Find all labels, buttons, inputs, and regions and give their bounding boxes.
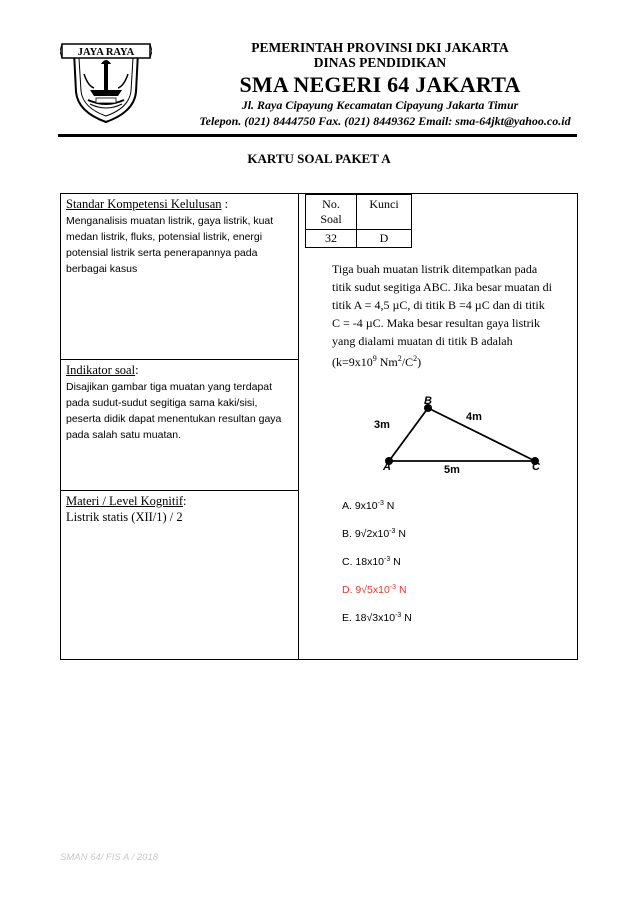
option-c: C. $18x10^{-3}$ N bbox=[342, 556, 401, 568]
header-department: DINAS PENDIDIKAN bbox=[313, 55, 447, 70]
label-c: C bbox=[532, 461, 540, 473]
question-number-key-table bbox=[305, 194, 412, 248]
header-no-soal: No. Soal bbox=[306, 195, 357, 230]
question-text: Tiga buah muatan listrik ditempatkan pada titik sudut segitiga ABC. Jika besar muatan di titik A = 4,5 µC, di titik B =4 µC dan di titik C = -4 µC. Maka besar resultan gaya listrik yang dialami muatan di titik B adalah ($k=9x10^9$ $Nm^2/C^2$) bbox=[332, 260, 572, 371]
jakarta-emblem-logo bbox=[60, 42, 152, 124]
standar-text: Menganalisis muatan listrik, gaya listrik, kuat medan listrik, fluks, potensial listrik, energi potensial listrik serta penerapannya pada berbagai kasus bbox=[66, 215, 274, 275]
standar-heading: Standar Kompetensi Kelulusan : bbox=[66, 197, 229, 211]
side-bc-label: 4m bbox=[466, 411, 482, 423]
header-divider bbox=[58, 134, 577, 137]
row-divider-2 bbox=[60, 490, 299, 491]
materi-value: Listrik statis (XII/1) / 2 bbox=[66, 510, 183, 524]
materi-heading: Materi / Level Kognitif: bbox=[66, 494, 187, 508]
option-a: A. $9x10^{-3}$ N bbox=[342, 500, 395, 512]
header-school-name: SMA NEGERI 64 JAKARTA bbox=[239, 72, 521, 97]
side-ac-label: 5m bbox=[444, 464, 460, 476]
logo-text: JAYA RAYA bbox=[77, 47, 135, 58]
header-government: PEMERINTAH PROVINSI DKI JAKARTA bbox=[251, 40, 509, 55]
header-kunci: Kunci bbox=[357, 195, 412, 230]
header-address: Jl. Raya Cipayung Kecamatan Cipayung Jakarta Timur bbox=[241, 98, 519, 112]
triangle-charge-figure bbox=[360, 390, 560, 478]
side-ab bbox=[389, 408, 428, 461]
indikator-heading: Indikator soal: bbox=[66, 363, 139, 377]
option-e: E. $18√3x10^{-3}$ N bbox=[342, 612, 412, 624]
side-ab-label: 3m bbox=[374, 419, 390, 431]
label-b: B bbox=[424, 395, 432, 407]
footer-code: SMAN 64/ FIS A / 2018 bbox=[60, 852, 159, 863]
card-column-divider bbox=[298, 193, 299, 660]
row-divider-1 bbox=[60, 359, 299, 360]
label-a: A bbox=[383, 461, 391, 473]
coulomb-constant: ($k=9x10^9$ $Nm^2/C^2$) bbox=[332, 354, 422, 369]
header-contact: Telepon. (021) 8444750 Fax. (021) 8449362 Email: sma-64jkt@yahoo.co.id bbox=[199, 114, 571, 128]
question-number: 32 bbox=[306, 230, 357, 248]
page-title: KARTU SOAL PAKET A bbox=[247, 151, 391, 166]
answer-key: D bbox=[357, 230, 412, 248]
option-b: B. $9√2x10^{-3}$ N bbox=[342, 528, 406, 540]
option-d-correct: D. $9√5x10^{-3}$ N bbox=[342, 584, 407, 596]
indikator-text: Disajikan gambar tiga muatan yang terdapat pada sudut-sudut segitiga sama kaki/sisi, peserta didik dapat menentukan resultan gaya pada salah satu muatan. bbox=[66, 381, 282, 441]
